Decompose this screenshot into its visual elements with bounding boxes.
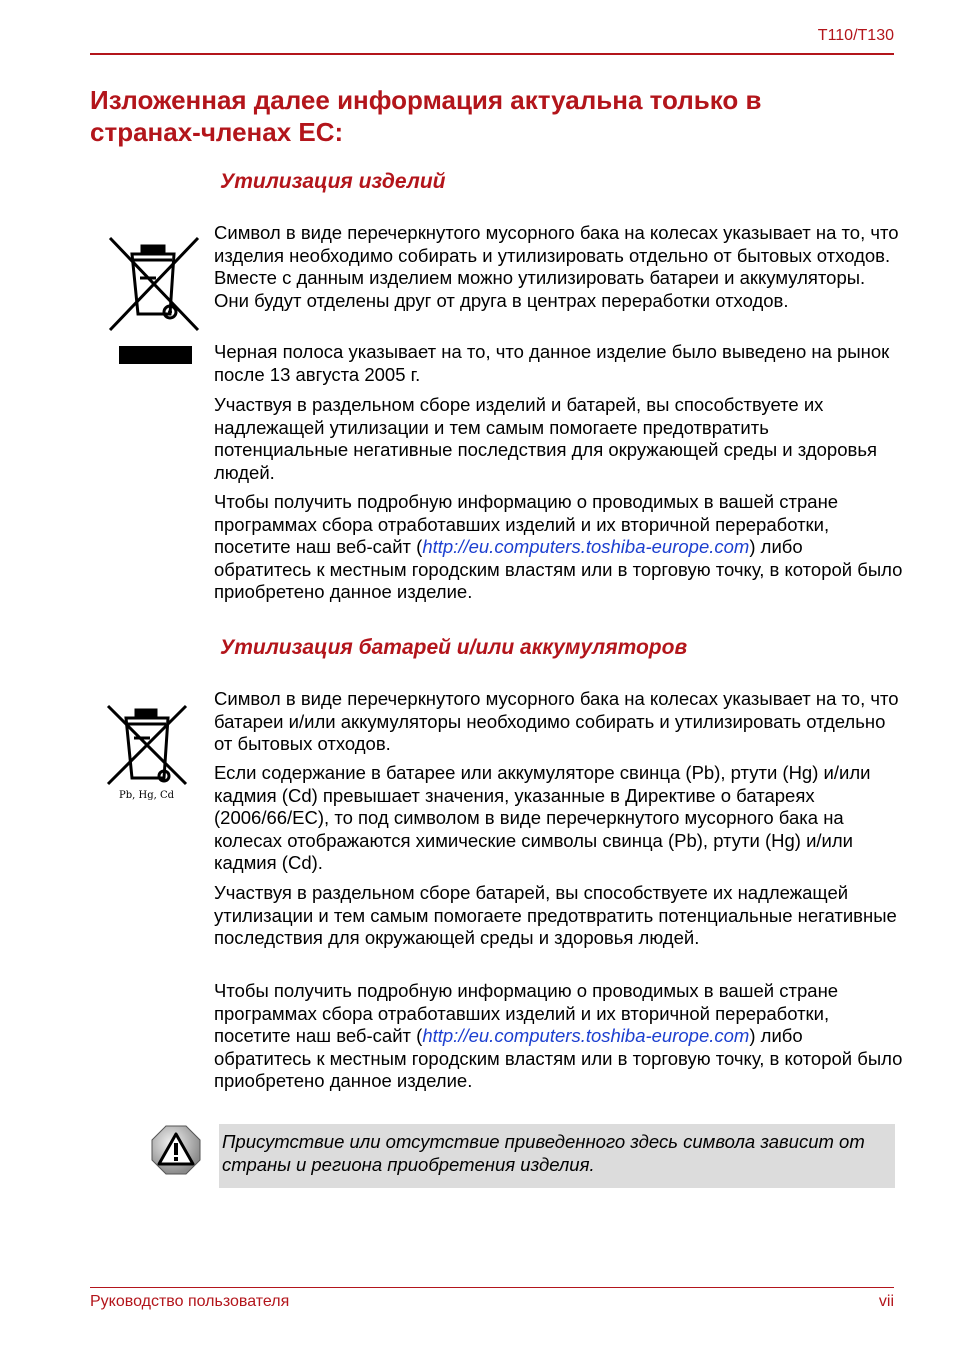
section1-paragraph-1: Символ в виде перечеркнутого мусорного бака на колесах указывает на то, что изделия необходимо собирать и утилизировать отдельно от бытовых отходов. Вместе с данным изделием можно утилизировать батареи и аккумуляторы. Они будут отделены друг от друга в центрах переработки отходов. <box>214 222 899 311</box>
crossed-wheeled-bin-icon <box>108 234 204 334</box>
section1-p4-text-after: ) либо обратитесь к местным городским властям или в торговую точку, в которой было приобретено данное изделие. <box>214 536 903 602</box>
section2-paragraph-2: Если содержание в батарее или аккумуляторе свинца (Pb), ртути (Hg) и/или кадмия (Cd) превышает значения, указанные в Директиве о батареях (2006/66/EC), то под символом в виде перечеркнутого мусорного бака на колесах отображаются химические символы свинца (Pb), ртути (Hg) и/или кадмия (Cd). <box>214 762 871 873</box>
footer-rule <box>90 1287 894 1288</box>
section-title-product-disposal: Утилизация изделий <box>220 170 446 193</box>
black-bar-mark <box>119 346 192 364</box>
section2-website-link[interactable]: http://eu.computers.toshiba-europe.com <box>422 1025 750 1046</box>
section1-p4-text-before: Чтобы получить подробную информацию о проводимых в вашей стране программах сбора отработавших изделий и их вторичной переработки, посетите наш веб-сайт ( <box>214 491 839 557</box>
page-title: Изложенная далее информация актуальна только в странах-членах ЕС: <box>90 85 762 147</box>
footer-page-number: vii <box>878 1293 894 1310</box>
section2-paragraph-3: Участвуя в раздельном сборе батарей, вы способствуете их надлежащей утилизации и тем самым помогаете предотвратить потенциальные негативные последствия для окружающей среды и здоровья людей. <box>214 882 897 948</box>
note-text: Присутствие или отсутствие приведенного здесь символа зависит от страны и региона приобретения изделия. <box>222 1131 865 1175</box>
section2-p4-text-before: Чтобы получить подробную информацию о проводимых в вашей стране программах сбора отработавших изделий и их вторичной переработки, посетите наш веб-сайт ( <box>214 980 839 1046</box>
header-rule <box>90 53 894 55</box>
footer-manual-title: Руководство пользователя <box>90 1293 290 1310</box>
section1-paragraph-4 <box>214 491 904 604</box>
header-model: T110/T130 <box>817 27 894 44</box>
section1-paragraph-2: Черная полоса указывает на то, что данное изделие было выведено на рынок после 13 августа 2005 г. <box>214 341 890 385</box>
section2-paragraph-4 <box>214 980 904 1093</box>
chemical-symbols-label: Pb, Hg, Cd <box>119 790 175 801</box>
crossed-wheeled-bin-icon-battery <box>106 702 192 788</box>
section-title-battery-disposal: Утилизация батарей и/или аккумуляторов <box>220 636 688 659</box>
warning-icon <box>150 1124 202 1176</box>
section2-paragraph-1: Символ в виде перечеркнутого мусорного бака на колесах указывает на то, что батареи и/или аккумуляторы необходимо собирать и утилизировать отдельно от бытовых отходов. <box>214 688 899 754</box>
section1-website-link[interactable]: http://eu.computers.toshiba-europe.com <box>422 536 750 557</box>
section2-p4-text-after: ) либо обратитесь к местным городским властям или в торговую точку, в которой было приобретено данное изделие. <box>214 1025 903 1091</box>
section1-paragraph-3: Участвуя в раздельном сборе изделий и батарей, вы способствуете их надлежащей утилизации и тем самым помогаете предотвратить потенциальные негативные последствия для окружающей среды и здоровья людей. <box>214 394 877 483</box>
